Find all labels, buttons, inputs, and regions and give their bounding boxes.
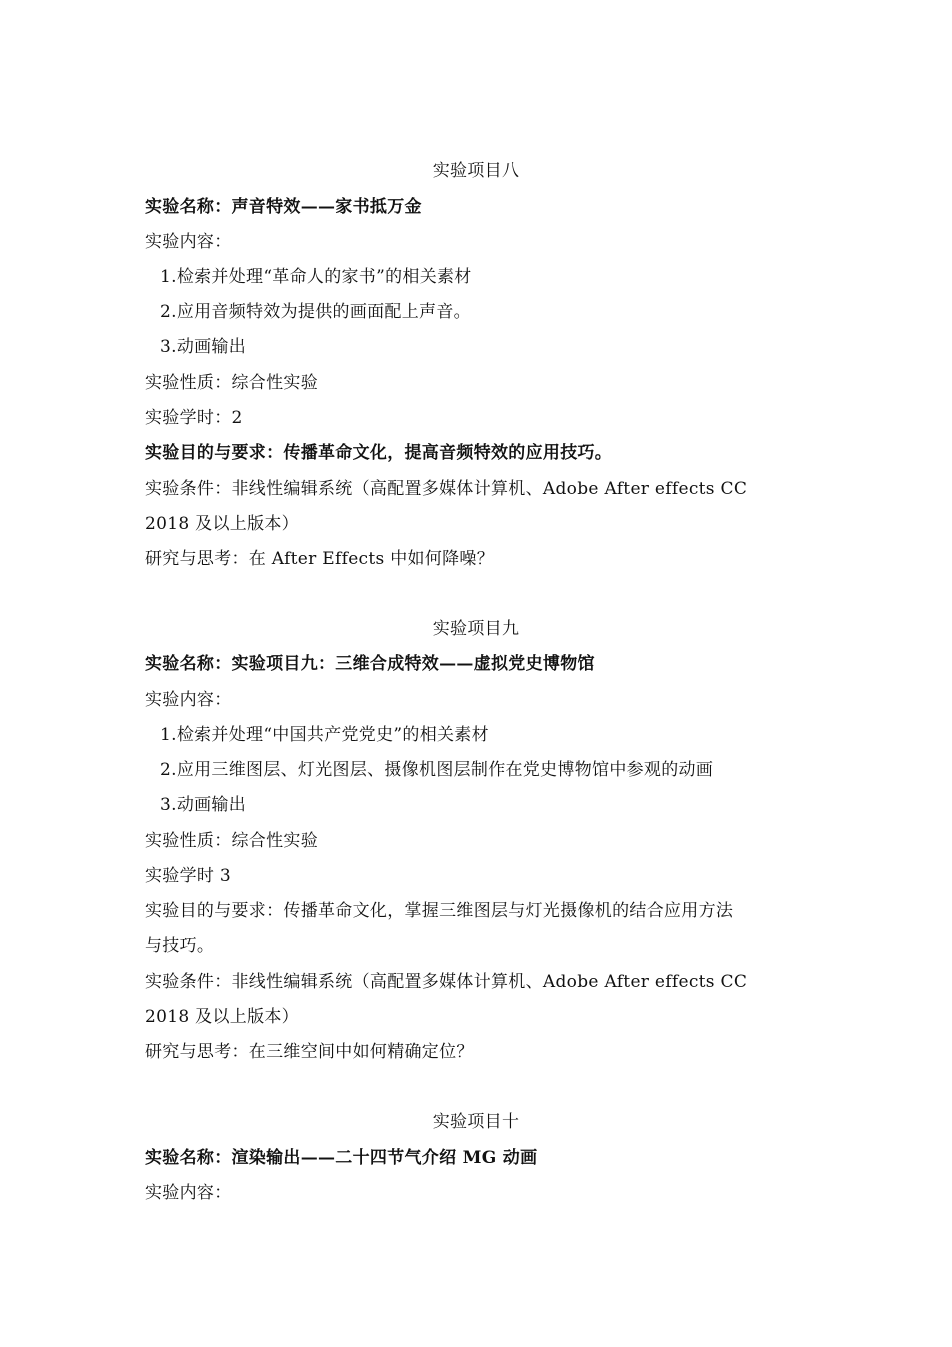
experiment-nature: 实验性质：综合性实验 <box>145 373 318 393</box>
experiment-conditions: 实验条件：非线性编辑系统（高配置多媒体计算机、Adobe After effects CC <box>145 972 748 992</box>
content-label: 实验内容： <box>145 232 232 252</box>
experiment-purpose: 实验目的与要求：传播革命文化，掌握三维图层与灯光摄像机的结合应用方法 <box>145 901 734 921</box>
section-heading: 实验项目八 <box>432 161 520 181</box>
experiment-hours: 实验学时 3 <box>145 866 232 886</box>
section-heading: 实验项目九 <box>432 619 520 639</box>
content-item: 3.动画输出 <box>160 795 247 815</box>
experiment-conditions: 2018 及以上版本） <box>145 514 299 534</box>
experiment-name: 实验名称：声音特效——家书抵万金 <box>145 197 422 217</box>
experiment-conditions: 实验条件：非线性编辑系统（高配置多媒体计算机、Adobe After effects CC <box>145 479 748 499</box>
experiment-name: 实验名称：实验项目九：三维合成特效——虚拟党史博物馆 <box>145 654 595 674</box>
content-item: 2.应用音频特效为提供的画面配上声音。 <box>160 302 471 322</box>
content-label: 实验内容： <box>145 1183 232 1203</box>
research-thinking: 研究与思考：在 After Effects 中如何降噪？ <box>145 549 495 569</box>
experiment-nature: 实验性质：综合性实验 <box>145 831 318 851</box>
content-label: 实验内容： <box>145 690 232 710</box>
experiment-purpose: 实验目的与要求：传播革命文化，提高音频特效的应用技巧。 <box>145 443 613 463</box>
experiment-hours: 实验学时：2 <box>145 408 243 428</box>
research-thinking: 研究与思考：在三维空间中如何精确定位？ <box>145 1042 474 1062</box>
content-item: 1.检索并处理“革命人的家书”的相关素材 <box>160 267 472 287</box>
experiment-purpose: 与技巧。 <box>145 936 215 956</box>
section-heading: 实验项目十 <box>432 1112 520 1132</box>
content-item: 1.检索并处理“中国共产党党史”的相关素材 <box>160 725 489 745</box>
content-item: 2.应用三维图层、灯光图层、摄像机图层制作在党史博物馆中参观的动画 <box>160 760 714 780</box>
content-item: 3.动画输出 <box>160 337 247 357</box>
experiment-conditions: 2018 及以上版本） <box>145 1007 299 1027</box>
experiment-name: 实验名称：渲染输出——二十四节气介绍 MG 动画 <box>145 1148 538 1168</box>
